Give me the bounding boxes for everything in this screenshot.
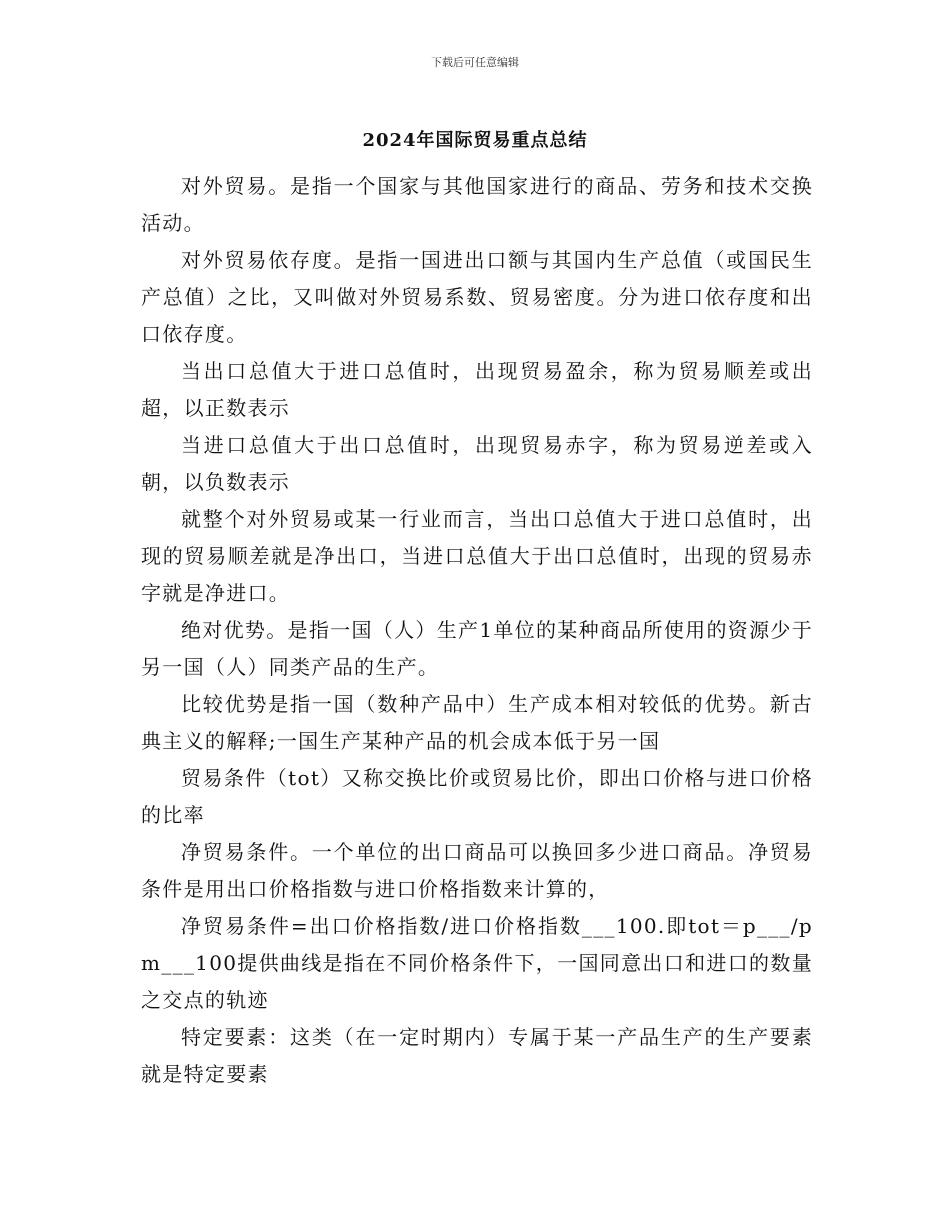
paragraph: 绝对优势。是指一国（人）生产1单位的某种商品所使用的资源少于另一国（人）同类产品的生产。 xyxy=(141,618,813,679)
paragraph: 当出口总值大于进口总值时，出现贸易盈余，称为贸易顺差或出超，以正数表示 xyxy=(141,359,813,420)
paragraph: 就整个对外贸易或某一行业而言，当出口总值大于进口总值时，出现的贸易顺差就是净出口，当进口总值大于出口总值时，出现的贸易赤字就是净进口。 xyxy=(141,507,813,605)
paragraph: 对外贸易依存度。是指一国进出口额与其国内生产总值（或国民生产总值）之比，又叫做对外贸易系数、贸易密度。分为进口依存度和出口依存度。 xyxy=(141,248,813,346)
header-note: 下载后可任意编辑 xyxy=(431,56,519,69)
paragraph: 当进口总值大于出口总值时，出现贸易赤字，称为贸易逆差或入朝，以负数表示 xyxy=(141,433,813,494)
document-body xyxy=(141,168,813,1093)
paragraph: 净贸易条件=出口价格指数/进口价格指数___100.即tot＝p___/pm___100提供曲线是指在不同价格条件下，一国同意出口和进口的数量之交点的轨迹 xyxy=(141,914,813,1012)
paragraph: 对外贸易。是指一个国家与其他国家进行的商品、劳务和技术交换活动。 xyxy=(141,174,813,235)
paragraph: 净贸易条件。一个单位的出口商品可以换回多少进口商品。净贸易条件是用出口价格指数与进口价格指数来计算的， xyxy=(141,840,813,901)
document-title: 2024年国际贸易重点总结 xyxy=(362,130,588,151)
paragraph: 比较优势是指一国（数种产品中）生产成本相对较低的优势。新古典主义的解释;一国生产某种产品的机会成本低于另一国 xyxy=(141,692,813,753)
paragraph: 特定要素：这类（在一定时期内）专属于某一产品生产的生产要素就是特定要素 xyxy=(141,1025,813,1086)
paragraph: 贸易条件（tot）又称交换比价或贸易比价，即出口价格与进口价格的比率 xyxy=(141,766,813,827)
